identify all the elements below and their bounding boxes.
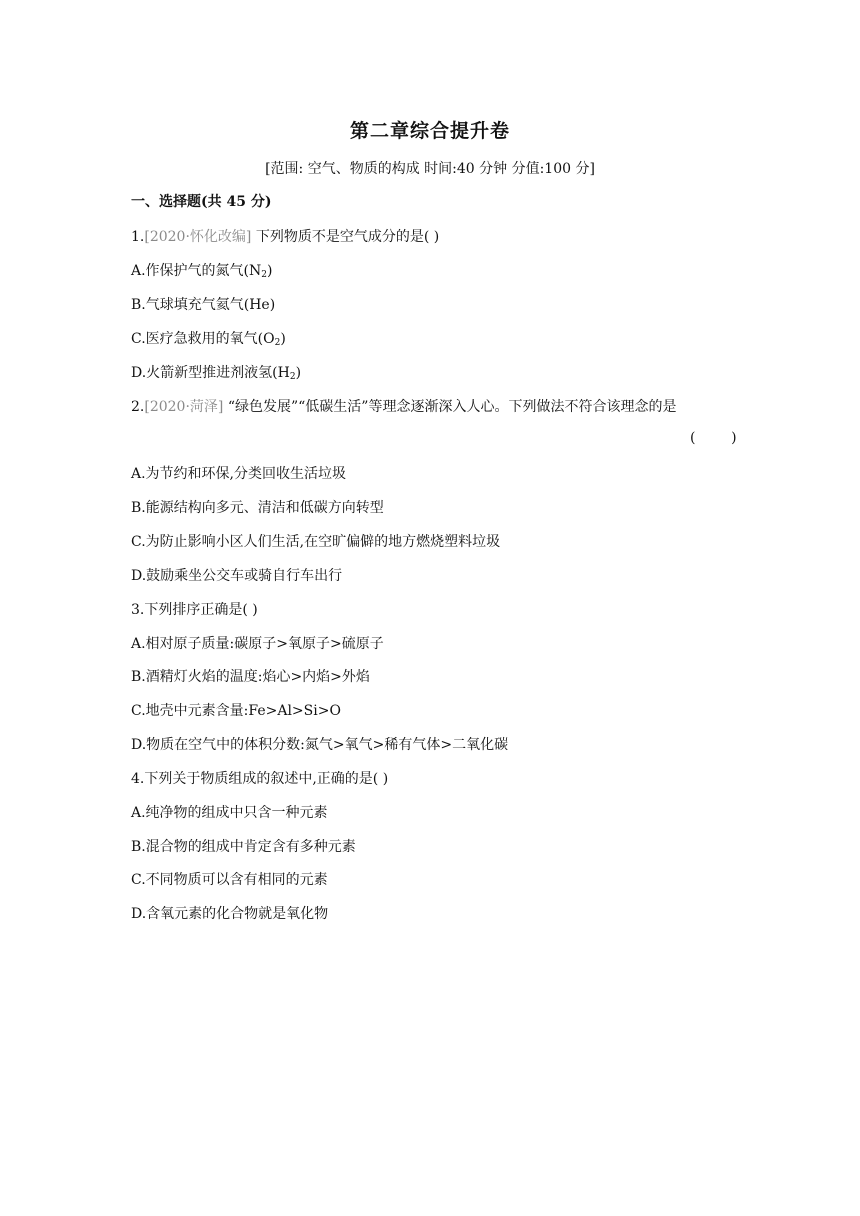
question-1-option-b: [131, 294, 275, 314]
question-text: 下列排序正确是( ): [144, 602, 258, 618]
exam-scope-subtitle: [范围: 空气、物质的构成 时间:40 分钟 分值:100 分]: [265, 161, 595, 177]
option-tail: ): [280, 331, 286, 347]
question-number: 3.: [131, 602, 145, 618]
question-2-option-a: A.为节约和环保,分类回收生活垃圾: [131, 466, 347, 482]
question-2-option-c: C.为防止影响小区人们生活,在空旷偏僻的地方燃烧塑料垃圾: [131, 534, 501, 550]
question-text: “绿色发展”“低碳生活”等理念逐渐深入人心。下列做法不符合该理念的是: [223, 399, 677, 415]
answer-parenthesis: ( ): [690, 430, 737, 446]
page-title: 第二章综合提升卷: [349, 120, 510, 142]
question-2-option-d: D.鼓励乘坐公交车或骑自行车出行: [131, 568, 343, 584]
question-3-stem: [131, 599, 258, 619]
question-text: 下列关于物质组成的叙述中,正确的是( ): [144, 771, 389, 787]
question-4-option-a: A.纯净物的组成中只含一种元素: [131, 805, 328, 821]
option-text: C.医疗急救用的氧气(O: [131, 331, 275, 347]
option-text: B.气球填充气氦气(He): [131, 297, 276, 313]
question-text: 下列物质不是空气成分的是( ): [251, 229, 440, 245]
subscript: 2: [289, 372, 296, 382]
question-2-stem: [131, 396, 676, 416]
question-number: 4.: [131, 771, 145, 787]
question-4-option-b: B.混合物的组成中肯定含有多种元素: [131, 839, 356, 855]
question-3-option-c: C.地壳中元素含量:Fe>Al>Si>O: [131, 703, 341, 719]
question-source: [2020·怀化改编]: [144, 229, 252, 245]
option-text: D.火箭新型推进剂液氢(H: [131, 365, 290, 381]
question-2-option-b: B.能源结构向多元、清洁和低碳方向转型: [131, 500, 384, 516]
question-4-stem: [131, 768, 388, 788]
question-1-option-d: [131, 362, 301, 382]
question-1-option-c: [131, 328, 286, 348]
option-tail: ): [295, 365, 302, 381]
question-number: 1.: [131, 229, 145, 245]
option-text: A.作保护气的氮气(N: [131, 263, 262, 279]
question-source: [2020·菏泽]: [144, 399, 224, 415]
section-heading: 一、选择题(共 45 分): [131, 194, 272, 210]
question-1-option-a: [131, 260, 272, 280]
question-3-option-d: D.物质在空气中的体积分数:氮气>氧气>稀有气体>二氧化碳: [131, 737, 509, 753]
question-1-stem: [131, 226, 439, 246]
question-number: 2.: [131, 399, 145, 415]
subscript: 2: [274, 338, 281, 348]
question-4-option-d: D.含氧元素的化合物就是氧化物: [131, 906, 329, 922]
question-3-option-b: B.酒精灯火焰的温度:焰心>内焰>外焰: [131, 669, 370, 685]
question-3-option-a: A.相对原子质量:碳原子>氧原子>硫原子: [131, 636, 384, 652]
subscript: 2: [261, 270, 268, 280]
option-tail: ): [267, 263, 273, 279]
question-4-option-c: C.不同物质可以含有相同的元素: [131, 872, 328, 888]
